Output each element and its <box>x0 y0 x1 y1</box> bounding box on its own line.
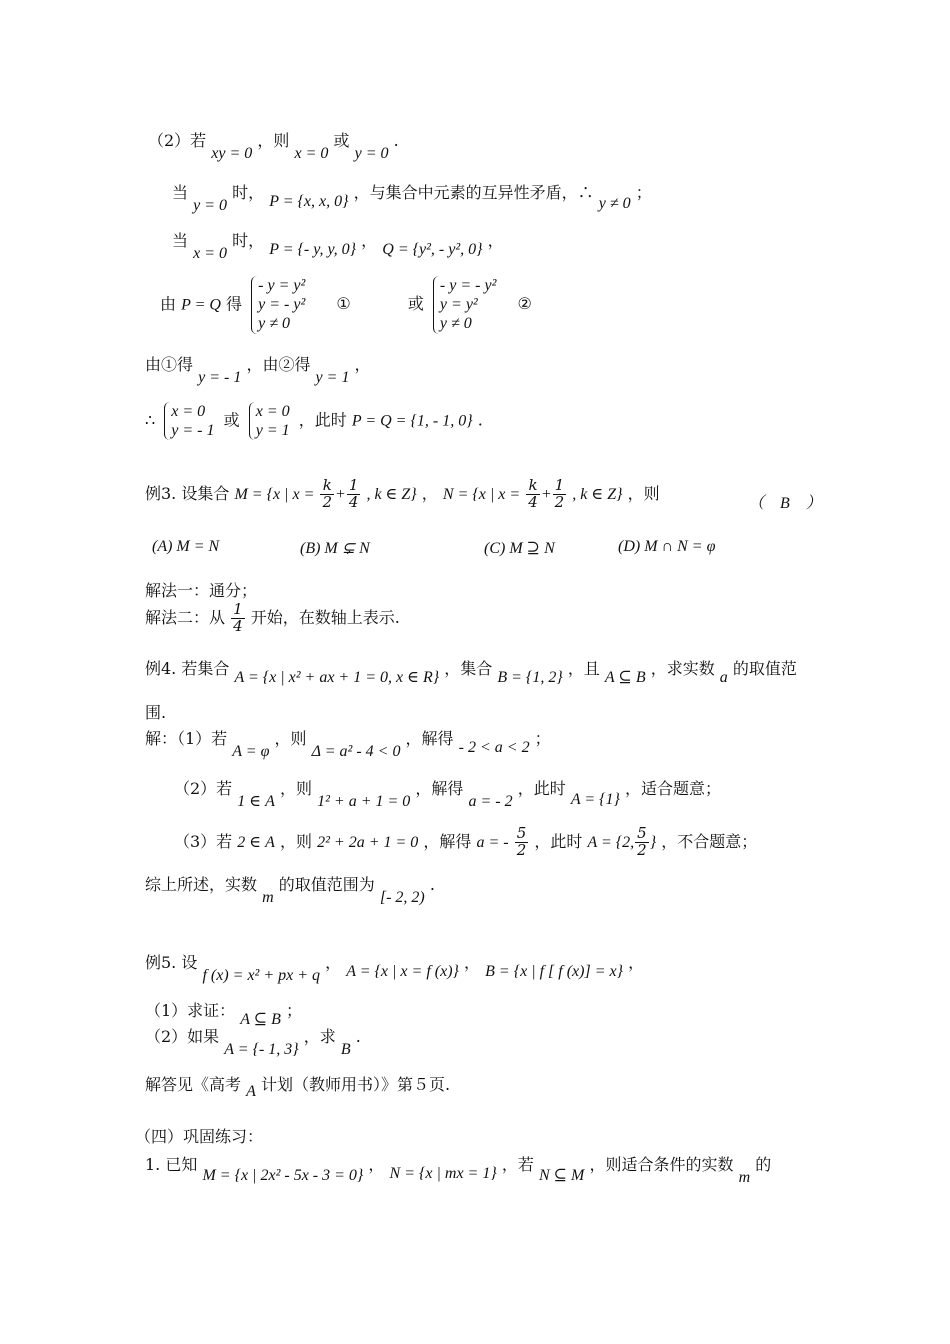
fraction <box>231 602 245 635</box>
answer: （ B ） <box>748 495 822 512</box>
math: A <box>246 1083 256 1100</box>
text: ，解得 <box>415 779 464 798</box>
text: ， <box>368 1155 385 1174</box>
text: 时， <box>232 183 265 202</box>
math: 2 ∈ A <box>237 833 275 851</box>
math: m <box>738 1169 751 1186</box>
den: 4 <box>348 492 359 511</box>
text: ，集合 <box>444 659 493 678</box>
line-case-2 <box>148 128 399 162</box>
text: ； <box>286 1001 303 1020</box>
math: B = {1, 2} <box>497 669 563 686</box>
line-if <box>145 1024 361 1058</box>
text: ； <box>534 729 551 748</box>
eq: x = 0 <box>255 403 290 420</box>
line-solution-1 <box>145 726 551 760</box>
math: a = - 2 <box>468 793 513 810</box>
fraction <box>526 478 540 511</box>
math: - 2 < a < 2 <box>458 739 530 756</box>
text: ， <box>361 231 378 250</box>
text: 的 <box>755 1155 772 1174</box>
option-c-text: (C) M ⊇ N <box>484 540 555 557</box>
math: A = {1} <box>570 791 620 808</box>
math: 2² + 2a + 1 = 0 <box>317 833 419 851</box>
text: 或 <box>407 294 424 314</box>
answer-bracket <box>748 490 822 513</box>
num: 5 <box>516 824 527 842</box>
text: ，求实数 <box>650 659 715 678</box>
text: ，且 <box>567 659 600 678</box>
math: M = {x | x = <box>234 485 315 503</box>
math: A = φ <box>232 743 270 760</box>
line-systems <box>160 276 532 334</box>
text: 或 <box>223 410 240 430</box>
text: 解：（1）若 <box>145 729 228 748</box>
text: ，若 <box>501 1155 534 1174</box>
option-d-text: (D) M ∩ N = φ <box>618 538 716 555</box>
option-a <box>152 538 219 556</box>
math: Δ = a² - 4 < 0 <box>311 743 401 760</box>
text: 时， <box>232 231 265 250</box>
num: 1 <box>233 600 243 618</box>
text: ， <box>628 953 645 972</box>
math: A = {- 1, 3} <box>224 1041 299 1058</box>
den: 2 <box>322 492 333 511</box>
math-xy: xy = 0 <box>211 145 253 162</box>
line-example-3: 例3. 设集合 M = {x | x = $\frac{k}{2}$ + $\frac{1}{4}$ , k ∈ Z} ， N = {x | x = $\frac{k}{4}$ + $\frac{1}{2}$ , k ∈ Z} ，则 <box>145 476 660 511</box>
text: ， <box>421 483 438 503</box>
text: 计划（教师用书）》第５页. <box>260 1075 451 1094</box>
eq: y ≠ 0 <box>258 315 291 333</box>
math: N = {x | mx = 1} <box>389 1165 497 1182</box>
text: 得 <box>226 294 243 314</box>
text: ， <box>464 953 481 972</box>
text: ，此时 <box>298 410 347 430</box>
math-y0: y = 0 <box>354 145 389 162</box>
line-reference <box>145 1072 451 1100</box>
text: （1）求证： <box>145 1001 236 1020</box>
line-solution-3 <box>174 826 757 859</box>
math: a = - <box>476 833 509 851</box>
equation-system-4 <box>249 402 290 440</box>
math: x = 0 <box>193 245 228 262</box>
math-x0: x = 0 <box>294 145 329 162</box>
math: P = Q = {1, - 1, 0} <box>351 412 473 430</box>
eq: - y = y² <box>258 277 306 294</box>
text: 当 <box>172 231 189 250</box>
den: 2 <box>516 840 527 859</box>
line-example-5 <box>145 950 645 984</box>
label: ② <box>517 294 532 314</box>
text: ，与集合中元素的互异性矛盾，∴ <box>353 183 594 202</box>
math: A = {2, <box>587 833 635 851</box>
line-exercise-1 <box>145 1152 772 1186</box>
num: 5 <box>637 824 647 842</box>
text: 解法一：通分； <box>145 581 258 600</box>
math: P = Q <box>181 296 221 314</box>
text: ，则适合条件的实数 <box>589 1155 734 1174</box>
math: A = {x | x² + ax + 1 = 0, x ∈ R} <box>234 669 440 686</box>
math: N ⊆ M <box>538 1167 585 1184</box>
text: 的取值范 <box>732 659 797 678</box>
math: f (x) = x² + px + q <box>202 967 321 984</box>
math: B = {x | f [ f (x)] = x} <box>485 963 624 980</box>
line-example-4-cont <box>145 700 166 723</box>
equation-system-3 <box>164 402 214 440</box>
text: ，则 <box>257 131 290 150</box>
eq: y = - 1 <box>171 422 215 440</box>
math: A ⊆ B <box>240 1011 281 1028</box>
eq: y = y² <box>439 296 478 314</box>
fraction <box>347 478 361 511</box>
math: A = {x | x = f (x)} <box>346 963 459 980</box>
text: （2）如果 <box>145 1027 220 1046</box>
line-results <box>145 352 371 386</box>
num: k <box>528 476 538 494</box>
text: 例5. 设 <box>145 953 198 972</box>
line-therefore <box>145 402 483 440</box>
text: ，适合题意； <box>625 779 722 798</box>
text: ，不合题意； <box>661 831 758 851</box>
text: （四）巩固练习： <box>135 1127 264 1146</box>
text: （2）若 <box>174 779 233 798</box>
line-when-x0 <box>172 228 504 262</box>
fraction <box>635 826 649 859</box>
math: , k ∈ Z} <box>366 485 417 503</box>
text: . <box>477 410 483 430</box>
text: ，则 <box>627 483 660 503</box>
math: B <box>340 1041 351 1058</box>
math: 1 ∈ A <box>237 793 275 810</box>
text: ，由②得 <box>246 355 311 374</box>
eq: y = 1 <box>255 422 290 440</box>
den: 4 <box>528 492 538 511</box>
label: ① <box>336 294 351 314</box>
math: y = 1 <box>315 369 350 386</box>
num: 1 <box>554 476 565 494</box>
option-b-text: (B) M ⊊ N <box>300 540 370 557</box>
math: 1² + a + 1 = 0 <box>317 793 411 810</box>
den: 2 <box>637 840 647 859</box>
line-method-2 <box>145 602 400 635</box>
text: ， <box>354 355 371 374</box>
text: ，此时 <box>517 779 566 798</box>
den: 4 <box>233 616 243 635</box>
text: 1. 已知 <box>145 1155 198 1174</box>
text: 当 <box>172 183 189 202</box>
fraction <box>553 478 567 511</box>
math: y ≠ 0 <box>598 195 631 212</box>
math: y = 0 <box>193 197 228 214</box>
num: 1 <box>348 476 359 494</box>
math: P = {- y, y, 0} <box>269 241 357 258</box>
text: ，此时 <box>534 831 583 851</box>
fraction <box>320 478 334 511</box>
equation-system-1 <box>251 276 305 334</box>
math: Q = {y², - y², 0} <box>382 241 483 258</box>
option-a-text: (A) M = N <box>152 538 220 555</box>
eq: y ≠ 0 <box>439 315 472 333</box>
math: M = {x | 2x² - 5x - 3 = 0} <box>202 1167 364 1184</box>
text: 综上所述，实数 <box>145 875 258 894</box>
text: ， <box>325 953 342 972</box>
text: 解法二：从 <box>145 607 226 627</box>
text: ，则 <box>274 729 307 748</box>
option-b <box>300 538 370 558</box>
text: . <box>355 1027 361 1046</box>
math: P = {x, x, 0} <box>269 193 349 210</box>
text: ∴ <box>145 410 156 430</box>
text: 由 <box>160 294 177 314</box>
text: 或 <box>333 131 350 150</box>
text: ， <box>487 231 504 250</box>
text: 的取值范围为 <box>278 875 375 894</box>
text: 围. <box>145 703 167 722</box>
line-when-y0 <box>172 180 652 214</box>
math: y = - 1 <box>198 369 242 386</box>
text: （3）若 <box>174 831 233 851</box>
section-heading <box>135 1124 263 1147</box>
text: ，解得 <box>405 729 454 748</box>
fraction <box>515 826 529 859</box>
text: 由①得 <box>145 355 194 374</box>
eq: x = 0 <box>171 403 206 420</box>
math: N = {x | x = <box>442 485 521 503</box>
math: m <box>262 889 274 906</box>
text: 例3. 设集合 <box>145 483 230 503</box>
text: （2）若 <box>148 131 207 150</box>
text: ，则 <box>280 779 313 798</box>
math: } <box>649 833 657 851</box>
eq: - y = - y² <box>439 277 497 294</box>
line-solution-2 <box>174 776 722 810</box>
equation-system-2 <box>433 276 496 334</box>
math: [- 2, 2) <box>379 889 425 906</box>
text: ，则 <box>280 831 313 851</box>
text: ； <box>635 183 652 202</box>
option-d <box>618 538 715 556</box>
text: . <box>393 131 399 150</box>
line-example-4 <box>145 656 797 686</box>
text: ，解得 <box>423 831 472 851</box>
text: 开始，在数轴上表示. <box>250 607 400 627</box>
line-conclusion <box>145 872 435 906</box>
text: 解答见《高考 <box>145 1075 242 1094</box>
text: . <box>429 875 435 894</box>
math: a <box>719 669 728 686</box>
line-method-1 <box>145 578 257 601</box>
text: 例4. 若集合 <box>145 659 230 678</box>
den: 2 <box>554 492 565 511</box>
num: k <box>322 476 332 494</box>
eq: y = - y² <box>258 296 306 314</box>
option-c <box>484 538 555 558</box>
text: ，求 <box>303 1027 336 1046</box>
line-prove <box>145 998 303 1028</box>
math: A ⊆ B <box>604 669 646 686</box>
math: , k ∈ Z} <box>572 485 623 503</box>
